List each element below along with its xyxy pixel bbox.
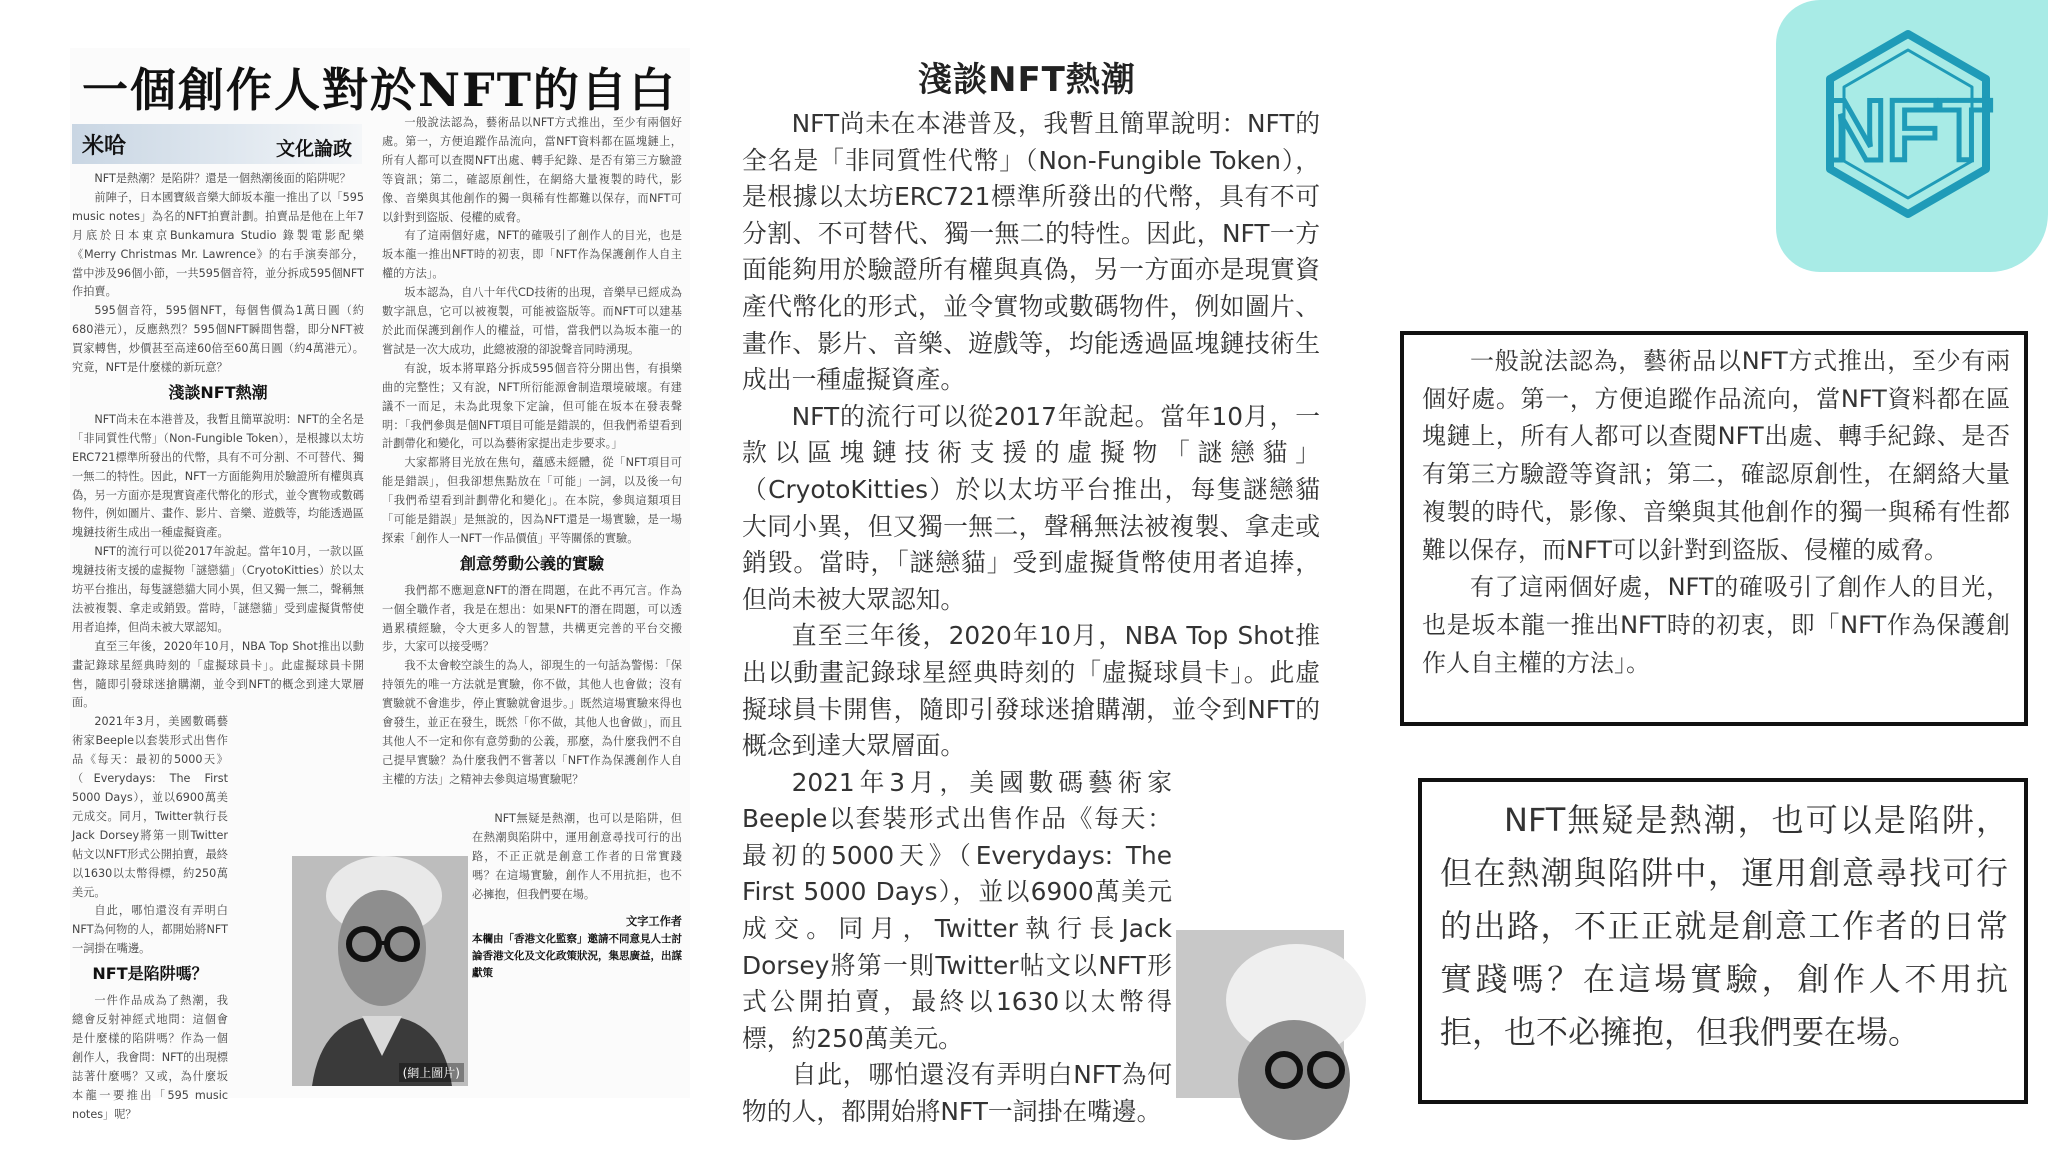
clipping-footer: 本欄由「香港文化監察」邀請不同意見人士討論香港文化及文化政策狀況，集思廣益，出謀獻策 <box>472 933 682 980</box>
article-paragraph: 直至三年後，2020年10月，NBA Top Shot推出以動畫記錄球星經典時刻的「虛擬球員卡」。此虛擬球員卡開售，隨即引發球迷搶購潮，並令到NFT的概念到達大眾層面。 <box>742 621 1320 761</box>
column-name: 文化論政 <box>275 138 352 160</box>
clip-paragraph: 我不太會較空談生的為人，卻現生的一句話為警惕：「保持領先的唯一方法就是實驗，你不做，其他人也會做；沒有實驗就不會進步，停止實驗就會退步。」既然這場實驗來得也會發生，並正在發生，既然「你不做，其他人也會做」，而且其他人不一定和你有意勞動的公義，那麼，為什麼我們不自己提早實驗？為什麼我們不嘗著以「NFT作為保護創作人自主權的方法」之精神去參與這場實驗呢？ <box>382 659 682 786</box>
newspaper-clipping <box>70 48 690 1121</box>
clipping-title: 一個創作人對於NFT的自白 <box>82 63 677 117</box>
clip-paragraph: 直至三年後，2020年10月，NBA Top Shot推出以動畫記錄球星經典時刻的「虛擬球員卡」。此虛擬球員卡開售，隨即引發球迷搶購潮，並令到NFT的概念到達大眾層面。 <box>72 639 364 710</box>
clip-paragraph: NFT是熱潮？是陷阱？還是一個熱潮後面的陷阱呢？ <box>94 172 351 185</box>
article-title: 淺談NFT熱潮 <box>918 60 1136 100</box>
clip-subheading: NFT是陷阱嗎？ <box>92 964 208 984</box>
clipping-column-3 <box>472 810 682 1096</box>
article-paragraph: 2021年3月，美國數碼藝術家Beeple以套裝形式出售作品《每天：最初的5000天》（Everydays: The First 5000 Days），並以6900萬美元成交。同月，Twitter執行長Jack Dorsey將第一則Twitter帖文以NFT形式公開拍賣，最終以1630以太幣得標，約250萬美元。 <box>742 767 1172 1053</box>
clip-paragraph: NFT尚未在本港普及，我暫且簡單說明：NFT的全名是「非同質性代幣」（Non-Fungible Token），是根據以太坊ERC721標準所發出的代幣，具有不可分割、不可替代、獨一無二的特性。因此，NFT一方面能夠用於驗證所有權與真偽，另一方面亦是現實資產代幣化的形式，並令實物或數碼物件，例如圖片、畫作、影片、音樂、遊戲等，均能透過區塊鏈技術生成出一種虛擬資產。 <box>72 412 364 540</box>
article-photo-illustration <box>1176 930 1344 1098</box>
clip-paragraph: 大家都將目光放在焦句，蘊感未經體，從「NFT項目可能是錯誤」，但我卻想焦點放在「可能」一詞，以及後一句「我們希望看到計劃帶化和變化」。在本院，參與這類項目「可能是錯誤」是無說的，因為NFT還是一場實驗，是一場探索「創作人一NFT一作品價值」平等關係的實驗。 <box>382 456 682 545</box>
clip-paragraph: 有了這兩個好處，NFT的確吸引了創作人的目光，也是坂本龍一推出NFT時的初衷，即「NFT作為保護創作人自主權的方法」。 <box>382 229 682 281</box>
portrait-caption: (網上圖片) <box>399 1063 464 1082</box>
clip-subheading: 創意勞動公義的實驗 <box>459 553 604 573</box>
article-paragraph: NFT的流行可以從2017年說起。當年10月，一款以區塊鏈技術支援的虛擬物「謎戀貓」（CryotoKitties）於以太坊平台推出，每隻謎戀貓大同小異，但又獨一無二，聲稱無法被複製、拿走或銷毀。當時，「謎戀貓」受到虛擬貨幣使用者追捧，但尚未被大眾認知。 <box>742 401 1320 614</box>
portrait-illustration <box>292 856 468 1086</box>
quote-box-1 <box>1400 331 2028 726</box>
clip-paragraph: NFT的流行可以從2017年說起。當年10月，一款以區塊鏈技術支援的虛擬物「謎戀貓」（CryotoKitties）於以太坊平台推出，每隻謎戀貓大同小異，但又獨一無二，聲稱無法被複製、拿走或銷毀。當時，「謎戀貓」受到虛擬貨幣使用者追捧，但尚未被大眾認知。 <box>72 545 364 634</box>
author-name: 米哈 <box>82 133 127 159</box>
clip-subheading: 淺談NFT熱潮 <box>168 382 268 402</box>
clip-paragraph: 前陣子，日本國寶級音樂大師坂本龍一推出了以「595 music notes」為名的NFT拍賣計劃。拍賣品是他在上年7月底於日本東京Bunkamura Studio 錄製電影配樂《Merry Christmas Mr. Lawrence》的右手演奏部分，當中涉及96個小節，一共595個音符，並分拆成595個NFT作拍賣。 <box>72 190 364 299</box>
quote-paragraph: 一般說法認為，藝術品以NFT方式推出，至少有兩個好處。第一，方便追蹤作品流向，當NFT資料都在區塊鏈上，所有人都可以查閱NFT出處、轉手紀錄、是否有第三方驗證等資訊；第二，確認原創性，在網絡大量複製的時代，影像、音樂與其他創作的獨一與稀有性都難以保存，而NFT可以針對到盜版、侵權的威脅。 <box>1422 347 2010 564</box>
nft-hexagon-logo-icon <box>1776 0 2048 272</box>
clip-paragraph: 2021年3月，美國數碼藝術家Beeple以套裝形式出售作品《每天：最初的5000天》（Everydays: The First 5000 Days），並以6900萬美元成交。同月，Twitter執行長Jack Dorsey將第一則Twitter帖文以NFT形式公開拍賣，最終以1630以太幣得標，約250萬美元。 <box>72 715 228 899</box>
portrait-photo <box>292 856 468 1086</box>
clip-paragraph: 一件作品成為了熱潮，我總會反射神經式地問：這個會是什麼樣的陷阱嗎？作為一個創作人，我會問：NFT的出現標誌著什麼嗎？又或，為什麼坂本龍一要推出「595 music notes」呢？ <box>72 994 228 1121</box>
author-bar <box>72 124 362 164</box>
nft-logo-text: NFT <box>1824 83 1992 179</box>
clipping-signature: 文字工作者 <box>626 914 682 928</box>
clip-paragraph: NFT無疑是熱潮，也可以是陷阱，但在熱潮與陷阱中，運用創意尋找可行的出路，不正正就是創意工作者的日常實踐嗎？在這場實驗，創作人不用抗拒，也不必擁抱，但我們要在場。 <box>472 812 682 901</box>
quote-paragraph: 有了這兩個好處，NFT的確吸引了創作人的目光，也是坂本龍一推出NFT時的初衷，即「NFT作為保護創作人自主權的方法」。 <box>1422 573 2010 677</box>
clip-paragraph: 自此，哪怕還沒有弄明白NFT為何物的人，都開始將NFT一詞掛在嘴邊。 <box>72 904 228 956</box>
clip-paragraph: 坂本認為，自八十年代CD技術的出現，音樂早已經成為數字訊息，它可以被複製，可能被盜版等。而NFT可以建基於此而保護到創作人的權益，可惜，當我們以為坂本龍一的嘗試是一次大成功，此總被潑的卻說聲音同時湧現。 <box>382 286 682 356</box>
clip-paragraph: 有說，坂本將單路分拆成595個音符分開出售，有損樂曲的完整性；又有說，NFT所衍能源會制造環境破壞。有建議不一而足，未為此現象下定論，但可能在坂本在發表聲明：「我們參與是個NFT項目可能是錯誤的，但我們希望看到計劃帶化和變化，可以為藝術家提出走步要求。」 <box>382 361 682 451</box>
clip-paragraph: 我們都不應迴意NFT的潛在問題，在此不再冗言。作為一個全職作者，我是在想出：如果NFT的潛在問題，可以透過累積經驗，令大更多人的智慧，共構更完善的平台交搬步，大家可以接受嗎？ <box>382 583 682 654</box>
quote-paragraph: NFT無疑是熱潮，也可以是陷阱，但在熱潮與陷阱中，運用創意尋找可行的出路，不正正就是創意工作者的日常實踐嗎？在這場實驗，創作人不用抗拒，也不必擁抱，但我們要在場。 <box>1440 801 2008 1051</box>
clip-paragraph: 一般說法認為，藝術品以NFT方式推出，至少有兩個好處。第一，方便追蹤作品流向，當NFT資料都在區塊鏈上，所有人都可以查閱NFT出處、轉手紀錄、是否有第三方驗證等資訊；第二，確認原創性，在網絡大量複製的時代，影像、音樂與其他創作的獨一與稀有性都難以保存，而NFT可以針對到盜版、侵權的威脅。 <box>382 116 682 224</box>
article-paragraph: NFT尚未在本港普及，我暫且簡單說明：NFT的全名是「非同質性代幣」（Non-Fungible Token），是根據以太坊ERC721標準所發出的代幣，具有不可分割、不可替代、獨一無二的特性。因此，NFT一方面能夠用於驗證所有權與真偽，另一方面亦是現實資產代幣化的形式，並令實物或數碼物件，例如圖片、畫作、影片、音樂、遊戲等，均能透過區塊鏈技術生成出一種虛擬資產。 <box>742 109 1320 395</box>
article-paragraph: 自此，哪怕還沒有弄明白NFT為何物的人，都開始將NFT一詞掛在嘴邊。 <box>742 1060 1172 1127</box>
clipping-column-2 <box>382 114 682 786</box>
article-photo <box>1176 930 1344 1098</box>
clip-paragraph: 595個音符，595個NFT，每個售價為1萬日圓（約680港元），反應熱烈？595個NFT瞬間售罄，即分NFT被買家轉售，炒價甚至高達60倍至60萬日圓（約4萬港元）。究竟，NFT是什麼樣的新玩意？ <box>72 304 364 375</box>
quote-box-2 <box>1418 778 2028 1104</box>
nft-logo-tile <box>1776 0 2048 272</box>
